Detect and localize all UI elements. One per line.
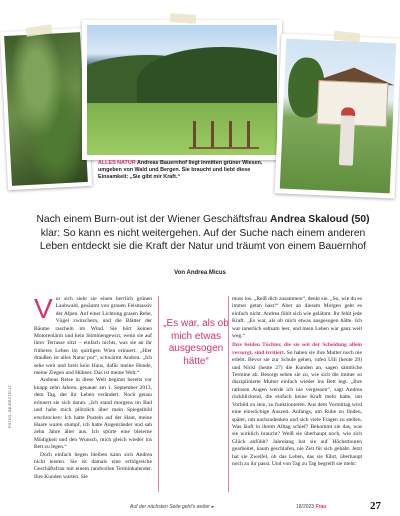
column-divider	[158, 296, 159, 492]
photo-farmhouse-image	[280, 39, 396, 194]
paragraph	[232, 342, 362, 468]
tape-decoration	[170, 13, 197, 24]
subhead: Ihre beiden Töchter, die sie seit der Scheidung allein versorgt, sind irritiert.	[232, 342, 362, 356]
paragraph: muss los. „Reiß dich zusammen“, denkt sie. „So, wie du es immer getan hast!“ Aber an diesem Morgen geht es einfach nicht. Andrea fühlt sich wie gelähmt. Ihr fehlt jede Kraft. „Es war, als ob mich etwas ausgesogen hätte. Ich war innerlich seltsam leer, und mein Leben war ganz weit weg.“	[232, 296, 362, 340]
body-column-right	[232, 296, 362, 468]
paragraph: Andreas Reise in diese Welt beginnt bereits vor knapp zehn Jahren, genauer am 1. September 2013, dem Tag, der ihr Leben verändert. Noch genau erinnert sie sich daran. „Ich stand morgens im Bad und habe mich plötzlich über mein Spiegelbild erschrocken: Ich hatte Pusteln auf der Haut, meine Haare waren stumpf, ich hatte Augenränder und sah zehn Jahre älter aus. Ich spürte eine bleierne Müdigkeit und den Wunsch, mich gleich wieder ins Bett zu legen.“	[34, 377, 152, 451]
photo-plants	[0, 28, 92, 190]
photo-caption	[98, 160, 274, 182]
dropcap: V	[34, 293, 53, 324]
photo-farmhouse	[275, 33, 400, 198]
photo-landscape-image	[87, 25, 277, 155]
photo-credit: FOTOS: BEIGESTELLT	[8, 384, 12, 428]
body-column-left	[34, 293, 152, 481]
caption-text: Andreas Bauernhof liegt inmitten grüner Wiesen, umgeben von Wald und Bergen. Sie braucht und liebt diese Einsamkeit: „Sie gibt mir Kraft.“	[98, 160, 263, 181]
photo-plants-image	[4, 32, 88, 186]
issue-number: 18/2023	[296, 504, 315, 510]
paragraph-text: So haben sie ihre Mutter noch nie erlebt. Bevor sie zur Schule gehen, rufen Ulli (heute 29) und Nicki (heute 27) die Kunden an, sagen sämtliche Termine ab. Besorgt sehen sie zu, wie sich die immer so disziplinierte Mutter einfach wieder ins Bett legt. „Ihre ratlosen Augen werde ich nie vergessen“, sagt Andrea rückblickend, die einfach keine Kraft mehr hatte, um Vorbild zu sein, zu funktionieren. Aus dem Vormittag wird eine einwöchige Auszeit. Anfangs, um Ruhe zu finden, später, um nachzudenken und sich viele Fragen zu stellen. Was läuft in ihrem Alltag schief? Bekommt sie das, was sie wirklich braucht? Weiß sie überhaupt noch, wie sich Glück anfühlt? Jahrelang hat sie auf Höchsttouren gearbeitet, kaum geschlafen, nie Zeit für sich gehabt. Jetzt hat sie Zweifel, ob das Leben, das sie führt, überhaupt noch zu ihr passt. Und von Tag zu Tag begreift sie mehr:	[232, 349, 362, 467]
intro-before: Nach einem Burn-out ist der Wiener Geschäftsfrau	[36, 214, 270, 225]
issue-info	[296, 504, 326, 510]
continue-note: Auf der nächsten Seite geht's weiter ▸	[130, 504, 214, 510]
intro-name: Andrea Skaloud (50)	[269, 214, 370, 225]
column-divider	[228, 296, 229, 492]
photo-landscape	[82, 20, 282, 160]
paragraph: Doch einfach liegen bleiben kann sich Andrea nicht leisten. Sie ist damals eine erfolgreiche Geschäftsfrau mit einem randvollen Terminkalender. Ihre Kunden warten. Sie	[34, 451, 152, 480]
page-number: 27	[370, 500, 381, 512]
byline: Von Andrea Micus	[174, 270, 226, 276]
pull-quote: „Es war, als ob mich etwas ausgesogen hätte“	[163, 318, 229, 367]
intro-after: klar: So kann es nicht weitergehen. Auf der Suche nach einem anderen Leben entdeckt sie die Kraft der Natur und träumt von einem Bauernhof	[39, 227, 367, 253]
caption-kicker: ALLES NATUR	[98, 160, 136, 166]
article-intro	[28, 213, 378, 254]
page-footer	[0, 500, 400, 516]
paragraph-text: or sich sieht sie einen herrlich grünen Laubwald, gesäumt von grauen Felsmassiv der Alpen. Auf einer Lichtung grasen Rehe, Vögel zwitschern, und die Blätter der Bäume rascheln im Wind. Sie hört keinen Motorenlärm und kein Stimmengewirr, wenn sie auf ihrer Terrasse sitzt – einfach nichts, was sie an ihr früheres Leben im quirligen Wien erinnert. „Hier draußen ist alles Natur pur“, schwärmt Andrea. „Ich sehe weit und breit kein Haus, dafür meine Hunde, meine Ziegen und Hühner. Das ist meine Welt.“	[34, 296, 152, 377]
paragraph	[34, 293, 152, 377]
brand-logo: Frau	[315, 504, 327, 510]
